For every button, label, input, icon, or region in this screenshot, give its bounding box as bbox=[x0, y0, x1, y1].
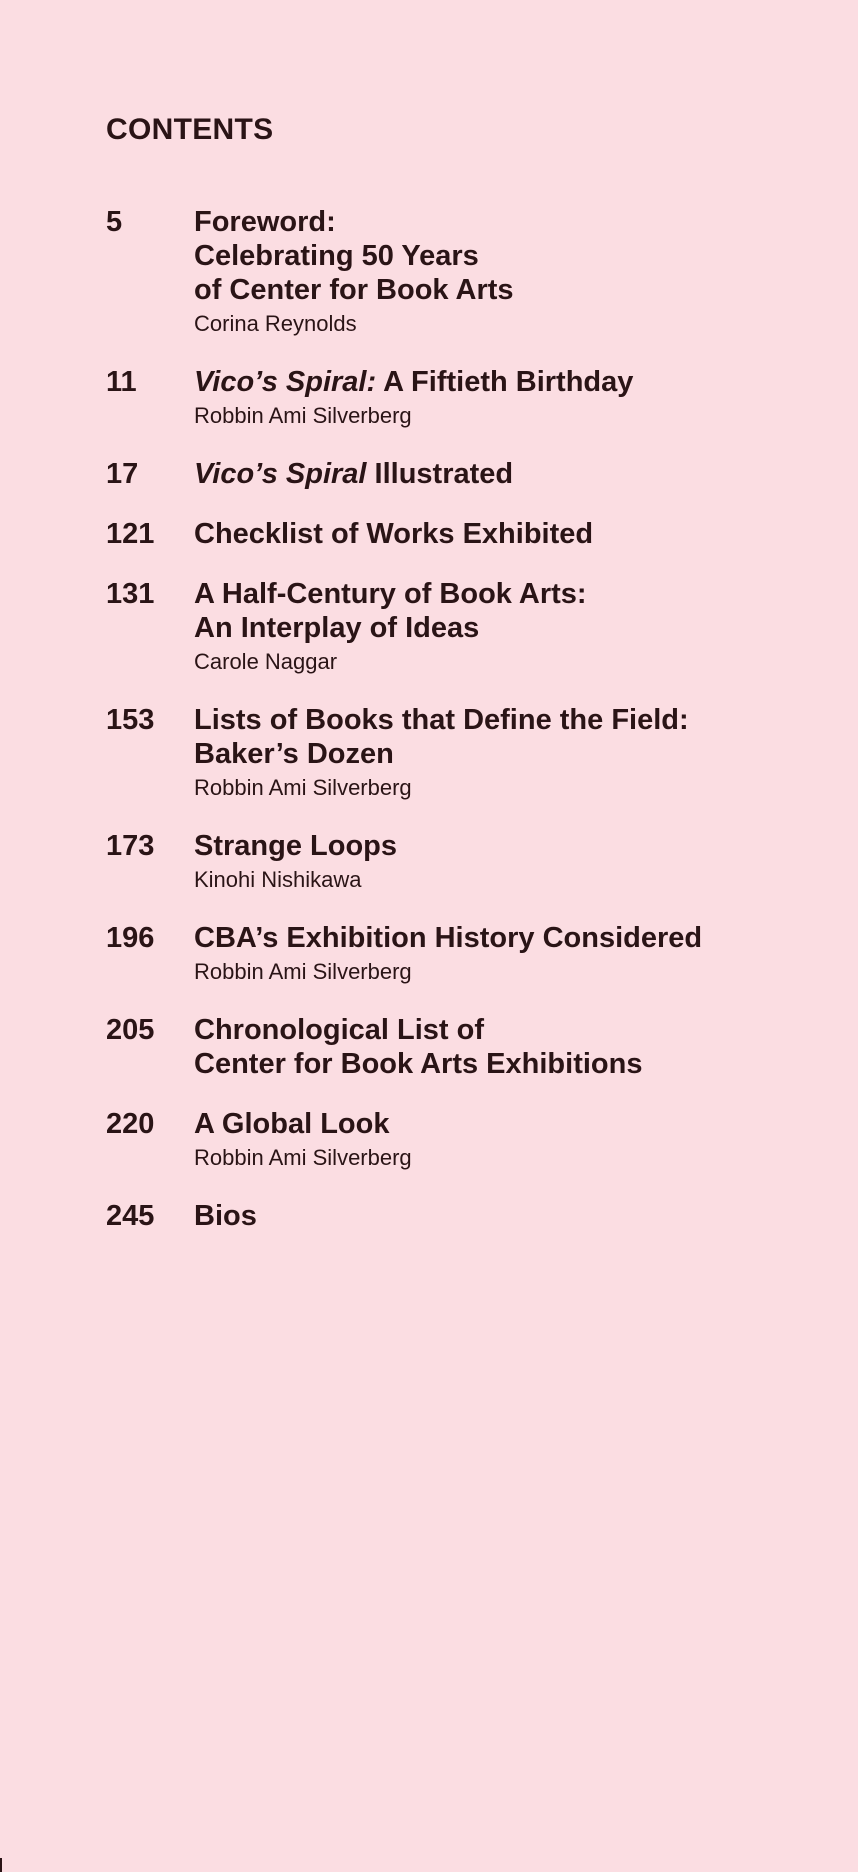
entry-title bbox=[194, 205, 826, 307]
toc-entry-global-look[interactable] bbox=[106, 1107, 826, 1173]
entry-title bbox=[194, 1107, 826, 1141]
entry-title bbox=[194, 365, 826, 399]
title-line: Foreword: bbox=[194, 206, 336, 238]
title-line: A Global Look bbox=[194, 1108, 390, 1140]
title-line: An Interplay of Ideas bbox=[194, 612, 480, 644]
entry-author: Carole Naggar bbox=[194, 649, 338, 674]
entry-title bbox=[194, 829, 826, 863]
entry-author: Robbin Ami Silverberg bbox=[194, 959, 412, 984]
entry-title bbox=[194, 517, 826, 551]
title-line: Checklist of Works Exhibited bbox=[194, 518, 594, 550]
table-of-contents bbox=[106, 205, 826, 1259]
entry-author: Robbin Ami Silverberg bbox=[194, 403, 412, 428]
toc-entry-foreword[interactable] bbox=[106, 205, 826, 339]
title-rest: A Fiftieth Birthday bbox=[376, 366, 634, 398]
page-number: 220 bbox=[106, 1108, 155, 1140]
toc-entry-vicos-spiral-birthday[interactable] bbox=[106, 365, 826, 431]
title-line: A Half-Century of Book Arts: bbox=[194, 578, 587, 610]
title-line: Celebrating 50 Years bbox=[194, 240, 479, 272]
title-italic: Vico’s Spiral bbox=[194, 458, 367, 490]
page-title: CONTENTS bbox=[106, 113, 274, 146]
entry-title bbox=[194, 1013, 826, 1081]
toc-entry-exhibition-history[interactable] bbox=[106, 921, 826, 987]
crop-mark bbox=[0, 1858, 2, 1872]
entry-title bbox=[194, 457, 826, 491]
title-italic: Vico’s Spiral: bbox=[194, 366, 377, 398]
entry-author: Robbin Ami Silverberg bbox=[194, 775, 412, 800]
title-line: CBA’s Exhibition History Considered bbox=[194, 922, 703, 954]
page-number: 11 bbox=[106, 366, 137, 398]
page-number: 205 bbox=[106, 1014, 155, 1046]
title-rest: Illustrated bbox=[366, 458, 514, 490]
toc-entry-bios[interactable] bbox=[106, 1199, 826, 1233]
title-line: Lists of Books that Define the Field: bbox=[194, 704, 689, 736]
page-number: 153 bbox=[106, 704, 155, 736]
title-line: Chronological List of bbox=[194, 1014, 484, 1046]
page-number: 245 bbox=[106, 1200, 155, 1232]
title-line: of Center for Book Arts bbox=[194, 274, 514, 306]
page-number: 196 bbox=[106, 922, 155, 954]
title-line: Center for Book Arts Exhibitions bbox=[194, 1048, 643, 1080]
toc-entry-chronological-list[interactable] bbox=[106, 1013, 826, 1081]
title-line: Baker’s Dozen bbox=[194, 738, 394, 770]
entry-author: Corina Reynolds bbox=[194, 311, 357, 336]
toc-entry-vicos-spiral-illustrated[interactable] bbox=[106, 457, 826, 491]
entry-author: Kinohi Nishikawa bbox=[194, 867, 362, 892]
toc-entry-half-century[interactable] bbox=[106, 577, 826, 677]
title-line: Strange Loops bbox=[194, 830, 398, 862]
entry-title bbox=[194, 921, 826, 955]
page-number: 5 bbox=[106, 206, 123, 238]
toc-entry-strange-loops[interactable] bbox=[106, 829, 826, 895]
entry-title bbox=[194, 1199, 826, 1233]
page-number: 131 bbox=[106, 578, 155, 610]
entry-author: Robbin Ami Silverberg bbox=[194, 1145, 412, 1170]
entry-title bbox=[194, 577, 826, 645]
page-number: 17 bbox=[106, 458, 139, 490]
toc-entry-checklist[interactable] bbox=[106, 517, 826, 551]
toc-entry-lists-of-books[interactable] bbox=[106, 703, 826, 803]
page-number: 121 bbox=[106, 518, 155, 550]
page-number: 173 bbox=[106, 830, 155, 862]
entry-title bbox=[194, 703, 826, 771]
title-line: Bios bbox=[194, 1200, 257, 1232]
